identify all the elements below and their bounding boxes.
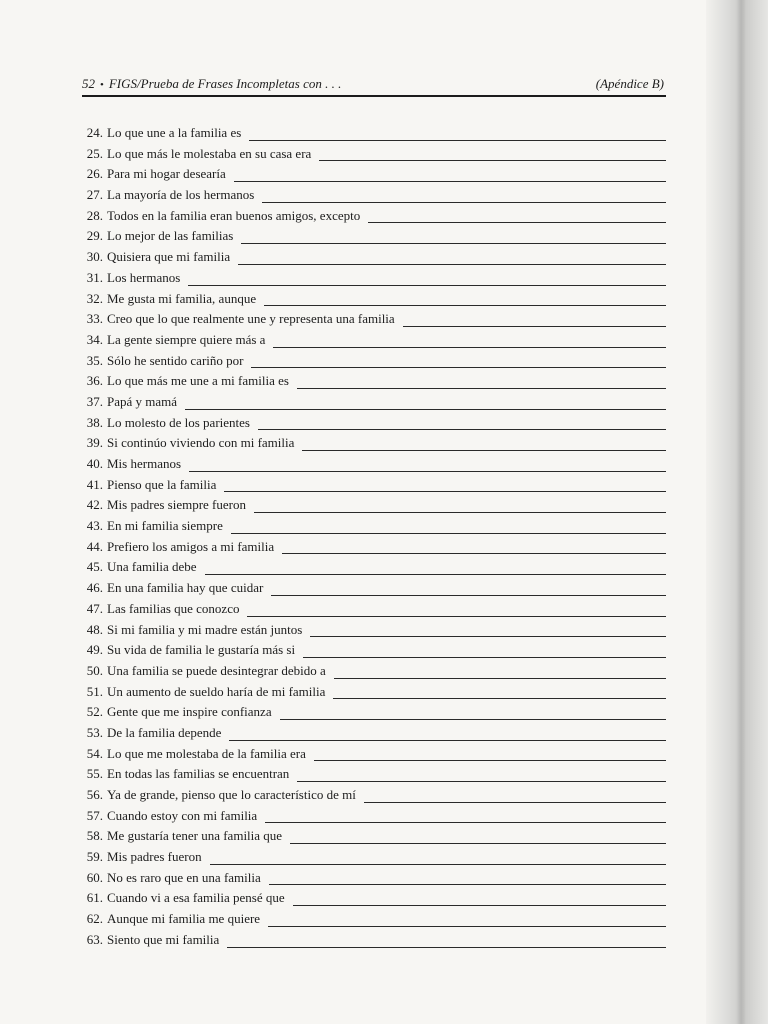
sentence-stem: Ya de grande, pienso que lo característico de mí	[107, 787, 356, 802]
answer-blank-line[interactable]	[403, 325, 666, 327]
sentence-stem: La gente siempre quiere más a	[107, 331, 266, 347]
sentence-item	[82, 518, 666, 539]
item-number: 62.	[86, 911, 103, 927]
item-number: 42.	[86, 497, 103, 513]
item-number: 37.	[86, 393, 103, 409]
sentence-item	[82, 373, 666, 394]
sentence-item	[82, 580, 666, 601]
answer-blank-line[interactable]	[264, 304, 666, 306]
sentence-stem: Para mi hogar desearía	[107, 166, 226, 182]
sentence-item	[82, 166, 666, 187]
sentence-list	[82, 125, 666, 953]
running-header	[82, 76, 666, 97]
sentence-stem: Lo molesto de los parientes	[107, 414, 250, 430]
sentence-item	[82, 353, 666, 374]
sentence-stem: Un aumento de sueldo haría de mi familia	[107, 683, 326, 699]
sentence-item	[82, 622, 666, 643]
sentence-item	[82, 601, 666, 622]
answer-blank-line[interactable]	[364, 801, 666, 803]
answer-blank-line[interactable]	[302, 449, 666, 451]
item-number: 49.	[86, 642, 103, 658]
sentence-stem: Me gustaría tener una familia que	[107, 828, 283, 844]
answer-blank-line[interactable]	[234, 180, 666, 182]
sentence-stem: Si continúo viviendo con mi familia	[107, 435, 295, 451]
answer-blank-line[interactable]	[297, 780, 666, 782]
sentence-item	[82, 477, 666, 498]
item-number: 25.	[86, 145, 103, 161]
sentence-item	[82, 125, 666, 146]
sentence-item	[82, 704, 666, 725]
item-number: 29.	[86, 228, 103, 244]
answer-blank-line[interactable]	[319, 159, 666, 161]
sentence-stem: En todas las familias se encuentran	[107, 766, 290, 782]
sentence-stem: Una familia debe	[107, 559, 197, 575]
answer-blank-line[interactable]	[334, 677, 666, 679]
item-number: 30.	[86, 249, 103, 265]
item-number: 59.	[86, 849, 103, 865]
sentence-stem: Aunque mi familia me quiere	[107, 911, 261, 927]
answer-blank-line[interactable]	[229, 739, 666, 741]
answer-blank-line[interactable]	[185, 408, 666, 410]
sentence-stem: Una familia se puede desintegrar debido a	[107, 662, 326, 678]
answer-blank-line[interactable]	[251, 366, 666, 368]
sentence-stem: Creo que lo que realmente une y representa una familia	[107, 311, 395, 327]
sentence-item	[82, 435, 666, 456]
sentence-stem: Me gusta mi familia, aunque	[107, 290, 257, 306]
sentence-item	[82, 456, 666, 477]
sentence-stem: Sólo he sentido cariño por	[107, 352, 244, 368]
item-number: 54.	[86, 745, 103, 761]
answer-blank-line[interactable]	[280, 718, 666, 720]
item-number: 24.	[86, 125, 103, 140]
sentence-item	[82, 746, 666, 767]
sentence-item	[82, 766, 666, 787]
page-number: 52	[82, 76, 95, 91]
running-title: FIGS/Prueba de Frases Incompletas con . . .	[108, 76, 342, 91]
spine-gutter	[736, 0, 746, 1024]
answer-blank-line[interactable]	[293, 904, 666, 906]
answer-blank-line[interactable]	[254, 511, 666, 513]
sentence-item	[82, 394, 666, 415]
sentence-stem: Mis hermanos	[107, 456, 182, 471]
sentence-stem: Lo que me molestaba de la familia era	[107, 745, 306, 761]
section-label: (Apéndice B)	[595, 76, 664, 91]
answer-blank-line[interactable]	[231, 532, 666, 534]
sentence-stem: Su vida de familia le gustaría más si	[107, 642, 296, 658]
item-number: 43.	[86, 518, 103, 534]
item-number: 58.	[86, 828, 103, 844]
sentence-stem: Los hermanos	[107, 269, 181, 285]
answer-blank-line[interactable]	[262, 201, 666, 203]
answer-blank-line[interactable]	[249, 139, 666, 141]
sentence-stem: Lo que más me une a mi familia es	[107, 373, 289, 389]
sentence-item	[82, 497, 666, 518]
sentence-item	[82, 725, 666, 746]
item-number: 33.	[86, 311, 103, 327]
sentence-stem: En una familia hay que cuidar	[107, 580, 264, 596]
sentence-item	[82, 684, 666, 705]
item-number: 40.	[86, 456, 103, 471]
answer-blank-line[interactable]	[282, 552, 666, 554]
answer-blank-line[interactable]	[188, 284, 666, 286]
answer-blank-line[interactable]	[268, 925, 666, 927]
sentence-item	[82, 311, 666, 332]
item-number: 51.	[86, 683, 103, 699]
sentence-item	[82, 208, 666, 229]
answer-blank-line[interactable]	[205, 573, 666, 575]
answer-blank-line[interactable]	[227, 946, 666, 948]
item-number: 45.	[86, 559, 103, 575]
sentence-item	[82, 911, 666, 932]
sentence-stem: Mis padres fueron	[107, 849, 202, 865]
answer-blank-line[interactable]	[333, 697, 666, 699]
sentence-item	[82, 663, 666, 684]
answer-blank-line[interactable]	[368, 221, 666, 223]
item-number: 47.	[86, 600, 103, 616]
sentence-item	[82, 642, 666, 663]
item-number: 53.	[86, 724, 103, 740]
sentence-stem: Lo que une a la familia es	[107, 125, 242, 140]
sentence-item	[82, 890, 666, 911]
sentence-stem: Las familias que conozco	[107, 600, 240, 616]
answer-blank-line[interactable]	[310, 635, 666, 637]
sentence-item	[82, 270, 666, 291]
answer-blank-line[interactable]	[303, 656, 666, 658]
item-number: 27.	[86, 187, 103, 203]
sentence-stem: Mis padres siempre fueron	[107, 497, 246, 513]
sentence-item	[82, 249, 666, 270]
sentence-stem: Papá y mamá	[107, 393, 178, 409]
sentence-stem: Prefiero los amigos a mi familia	[107, 538, 275, 554]
sentence-item	[82, 146, 666, 167]
item-number: 50.	[86, 662, 103, 678]
sentence-item	[82, 559, 666, 580]
item-number: 35.	[86, 352, 103, 368]
sentence-stem: Lo que más le molestaba en su casa era	[107, 145, 312, 161]
answer-blank-line[interactable]	[210, 863, 666, 865]
sentence-item	[82, 787, 666, 808]
sentence-stem: No es raro que en una familia	[107, 869, 261, 885]
item-number: 34.	[86, 331, 103, 347]
sentence-stem: Todos en la familia eran buenos amigos, excepto	[107, 207, 361, 223]
sentence-stem: Lo mejor de las familias	[107, 228, 234, 244]
sentence-item	[82, 332, 666, 353]
sentence-stem: Gente que me inspire confianza	[107, 704, 272, 720]
answer-blank-line[interactable]	[314, 759, 666, 761]
item-number: 60.	[86, 869, 103, 885]
sentence-stem: La mayoría de los hermanos	[107, 187, 255, 203]
sentence-item	[82, 291, 666, 312]
document-page	[82, 76, 666, 953]
item-number: 46.	[86, 580, 103, 596]
item-number: 39.	[86, 435, 103, 451]
item-number: 38.	[86, 414, 103, 430]
sentence-item	[82, 187, 666, 208]
answer-blank-line[interactable]	[269, 883, 666, 885]
header-left	[82, 76, 341, 92]
item-number: 52.	[86, 704, 103, 720]
sentence-stem: En mi familia siempre	[107, 518, 223, 534]
item-number: 48.	[86, 621, 103, 637]
answer-blank-line[interactable]	[290, 842, 666, 844]
item-number: 36.	[86, 373, 103, 389]
sentence-stem: Cuando estoy con mi familia	[107, 807, 258, 823]
answer-blank-line[interactable]	[247, 615, 666, 617]
sentence-stem: De la familia depende	[107, 724, 222, 740]
item-number: 28.	[86, 207, 103, 223]
item-number: 26.	[86, 166, 103, 182]
item-number: 55.	[86, 766, 103, 782]
sentence-item	[82, 828, 666, 849]
answer-blank-line[interactable]	[297, 387, 666, 389]
bullet-separator: •	[100, 79, 104, 91]
answer-blank-line[interactable]	[241, 242, 666, 244]
sentence-item	[82, 849, 666, 870]
sentence-item	[82, 539, 666, 560]
answer-blank-line[interactable]	[258, 428, 666, 430]
answer-blank-line[interactable]	[273, 346, 666, 348]
sentence-item	[82, 228, 666, 249]
sentence-item	[82, 415, 666, 436]
item-number: 31.	[86, 269, 103, 285]
sentence-stem: Pienso que la familia	[107, 476, 217, 492]
item-number: 63.	[86, 931, 103, 947]
item-number: 32.	[86, 290, 103, 306]
item-number: 41.	[86, 476, 103, 492]
item-number: 56.	[86, 787, 103, 802]
sentence-stem: Si mi familia y mi madre están juntos	[107, 621, 303, 637]
sentence-stem: Quisiera que mi familia	[107, 249, 231, 265]
sentence-stem: Cuando vi a esa familia pensé que	[107, 890, 285, 906]
item-number: 44.	[86, 538, 103, 554]
sentence-item	[82, 870, 666, 891]
item-number: 57.	[86, 807, 103, 823]
answer-blank-line[interactable]	[189, 470, 666, 472]
answer-blank-line[interactable]	[224, 490, 666, 492]
sentence-stem: Siento que mi familia	[107, 931, 220, 947]
sentence-item	[82, 932, 666, 953]
answer-blank-line[interactable]	[271, 594, 666, 596]
answer-blank-line[interactable]	[265, 821, 666, 823]
answer-blank-line[interactable]	[238, 263, 666, 265]
item-number: 61.	[86, 890, 103, 906]
sentence-item	[82, 808, 666, 829]
